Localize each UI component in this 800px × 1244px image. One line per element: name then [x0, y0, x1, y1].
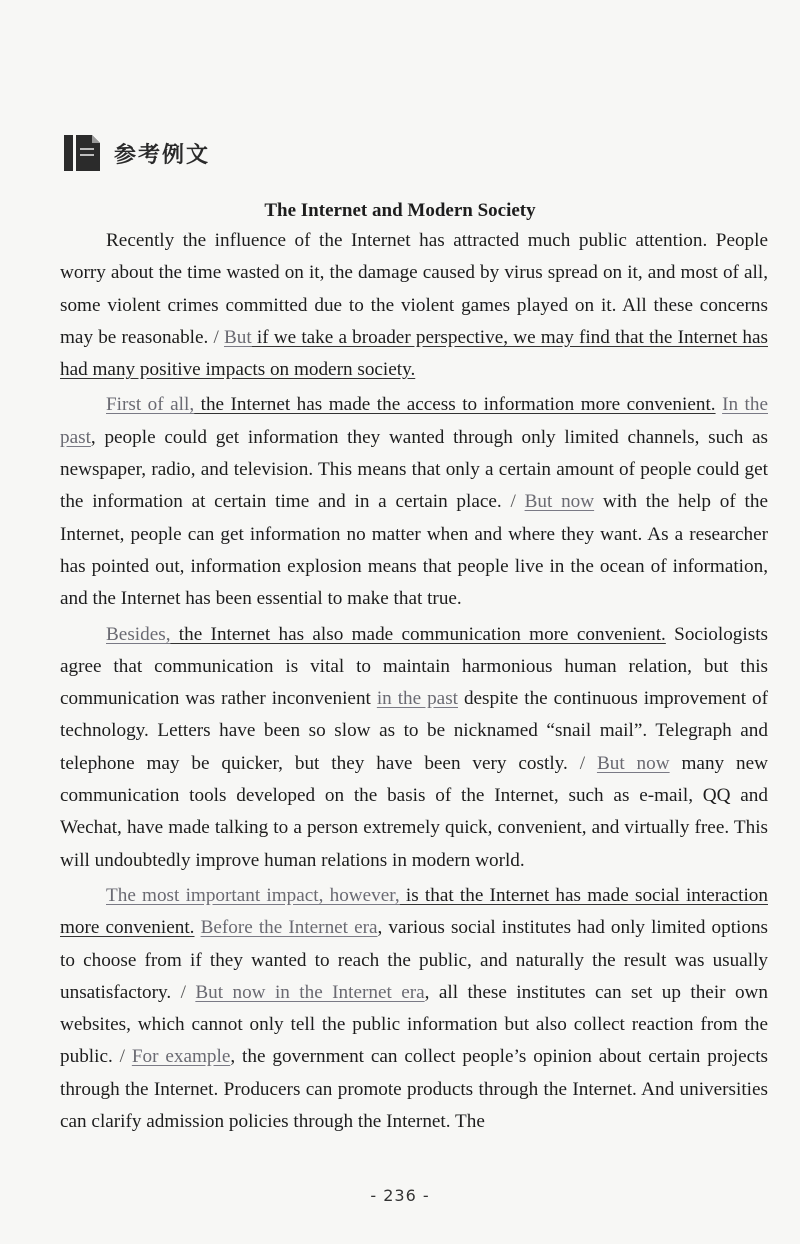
- paragraph: [60, 880, 768, 1138]
- transition-phrase: Before the Internet era: [200, 917, 378, 939]
- text-run: many new communication tools developed on the basis of the Internet, such as e-mail, QQ and Wechat, have made talking to a person extremely quick, convenient, and virtually free. This will undoubtedly improve human relations in modern world.: [60, 752, 768, 871]
- page-number: - 236 -: [370, 1186, 430, 1205]
- transition-phrase: For example: [131, 1046, 231, 1068]
- essay-body: [60, 225, 768, 1138]
- text-run: with the help of the Internet, people can get information no matter when and where they want. As a researcher has pointed out, information explosion means that people live in the ocean of information, and the Internet has been essential to make that true.: [60, 491, 768, 610]
- transition-phrase: But now in the Internet era: [195, 981, 425, 1003]
- text-run: , various social institutes had only limited options to choose from if they wanted to reach the public, and naturally the result was usually unsatisfactory.: [60, 917, 769, 1003]
- transition-phrase: But now: [596, 752, 670, 774]
- underlined-sentence: the Internet has made the access to information more convenient.: [194, 394, 716, 416]
- text-run: , all these institutes can set up their own websites, which cannot only tell the public information but also collect reaction from the public.: [60, 981, 768, 1068]
- underlined-sentence: if we take a broader perspective, we may find that the Internet has had many positive impacts on modern society.: [60, 326, 768, 381]
- slash-marker: /: [119, 1046, 132, 1068]
- slash-marker: /: [510, 491, 525, 513]
- underlined-sentence: the Internet has also made communication more convenient.: [170, 623, 666, 645]
- slash-marker: /: [180, 981, 196, 1003]
- paragraph: [60, 389, 768, 615]
- slash-marker: /: [213, 326, 224, 348]
- underlined-sentence: is that the Internet has made social interaction more convenient.: [60, 884, 768, 939]
- text-run: Sociologists agree that communication is vital to maintain harmonious human relation, but this communication was rather inconvenient: [60, 623, 768, 710]
- transition-phrase: in the past: [376, 688, 458, 710]
- transition-phrase: In the past: [60, 394, 768, 448]
- slash-marker: /: [579, 752, 597, 774]
- paragraph: [60, 619, 768, 877]
- text-run: , the government can collect people’s opinion about certain projects through the Internet. Producers can promote products through the Internet. And universities can clarify admission policies through the Internet. The: [60, 1046, 768, 1133]
- section-header: [62, 132, 210, 174]
- transition-phrase: First of all,: [106, 394, 195, 416]
- essay-title: The Internet and Modern Society: [264, 200, 536, 221]
- paragraph: [60, 225, 768, 386]
- text-run: Recently the influence of the Internet has attracted much public attention. People worry about the time wasted on it, the damage caused by virus spread on it, and most of all, some violent crimes committed due to the violent games played on it. All these concerns may be reasonable.: [60, 230, 768, 348]
- transition-phrase: Besides,: [106, 623, 171, 645]
- document-icon: [62, 132, 104, 174]
- transition-phrase: But: [223, 326, 252, 348]
- section-title: 参考例文: [114, 142, 211, 168]
- text-run: , people could get information they wanted through only limited channels, such as newspaper, radio, and television. This means that only a certain amount of people could get the information at certain time and in a certain place.: [60, 426, 768, 513]
- text-run: despite the continuous improvement of technology. Letters have been so slow as to be nicknamed “snail mail”. Telegraph and telephone may be quicker, but they have been very costly.: [60, 688, 769, 774]
- transition-phrase: The most important impact, however,: [106, 884, 400, 906]
- transition-phrase: But now: [524, 491, 595, 513]
